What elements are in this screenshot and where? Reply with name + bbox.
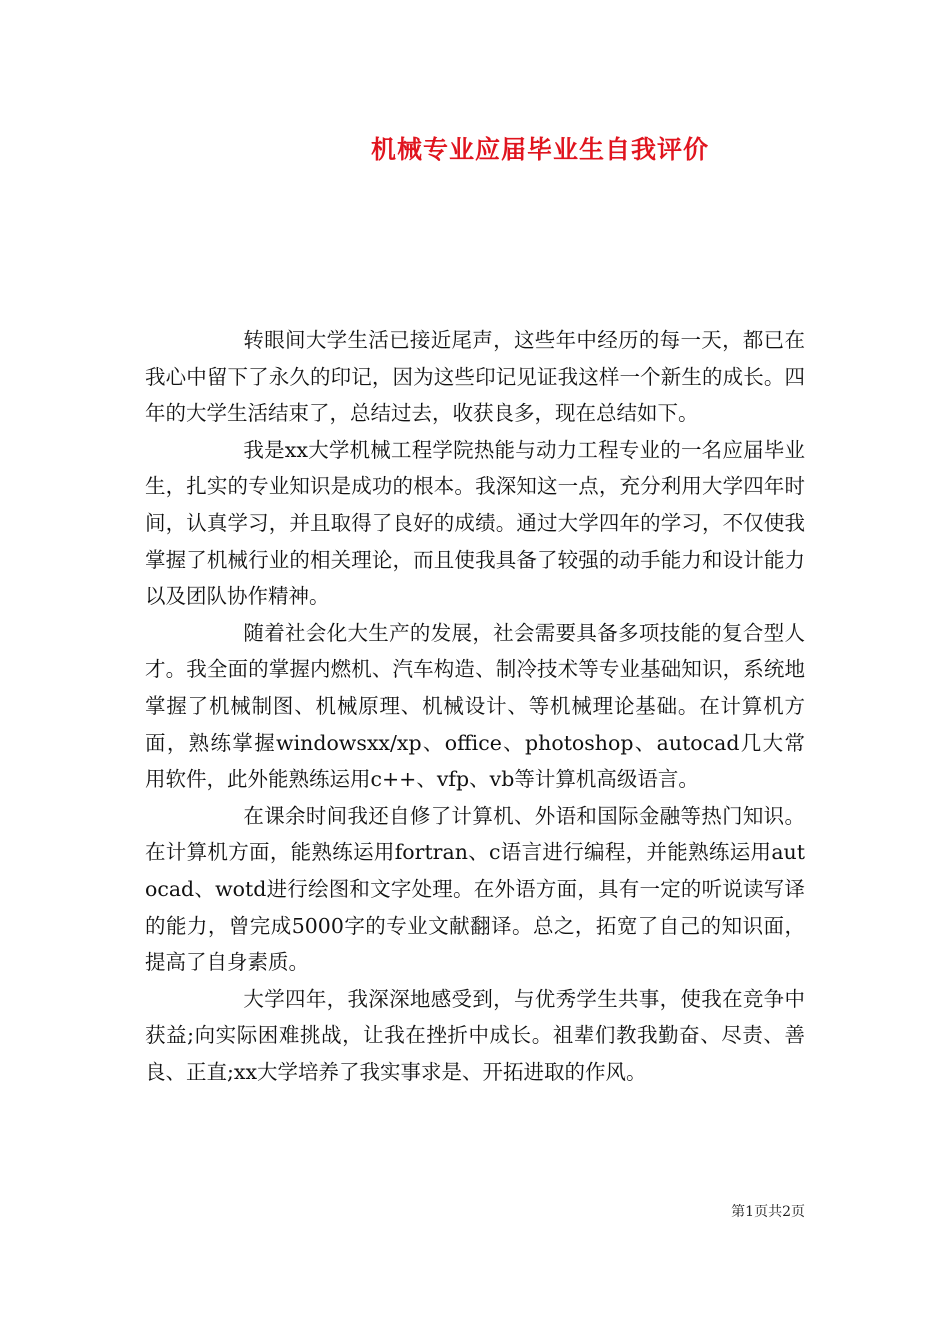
paragraph-growth: 大学四年，我深深地感受到，与优秀学生共事，使我在竞争中获益;向实际困难挑战，让我在挫折中成长。祖辈们教我勤奋、尽责、善良、正直;xx大学培养了我实事求是、开拓进取的作风。 bbox=[145, 986, 805, 1084]
page-number-footer: 第1页共2页 bbox=[731, 1204, 805, 1220]
paragraph-education: 我是xx大学机械工程学院热能与动力工程专业的一名应届毕业生，扎实的专业知识是成功的根本。我深知这一点，充分利用大学四年时间，认真学习，并且取得了良好的成绩。通过大学四年的学习，不仅使我掌握了机械行业的相关理论，而且使我具备了较强的动手能力和设计能力以及团队协作精神。 bbox=[145, 437, 805, 609]
paragraph-skills: 随着社会化大生产的发展，社会需要具备多项技能的复合型人才。我全面的掌握内燃机、汽车构造、制冷技术等专业基础知识，系统地掌握了机械制图、机械原理、机械设计、等机械理论基础。在计算机方面，熟练掌握windowsxx/xp、office、photoshop、autocad几大常用软件，此外能熟练运用c++、vfp、vb等计算机高级语言。 bbox=[145, 620, 805, 792]
document-title: 机械专业应届毕业生自我评价 bbox=[370, 135, 709, 164]
paragraph-intro: 转眼间大学生活已接近尾声，这些年中经历的每一天，都已在我心中留下了永久的印记，因为这些印记见证我这样一个新生的成长。四年的大学生活结束了，总结过去，收获良多，现在总结如下。 bbox=[145, 328, 805, 426]
document-body bbox=[145, 322, 805, 1090]
paragraph-self-study: 在课余时间我还自修了计算机、外语和国际金融等热门知识。在计算机方面，能熟练运用fortran、c语言进行编程，并能熟练运用autocad、wotd进行绘图和文字处理。在外语方面，具有一定的听说读写译的能力，曾完成5000字的专业文献翻译。总之，拓宽了自己的知识面，提高了自身素质。 bbox=[145, 803, 805, 975]
